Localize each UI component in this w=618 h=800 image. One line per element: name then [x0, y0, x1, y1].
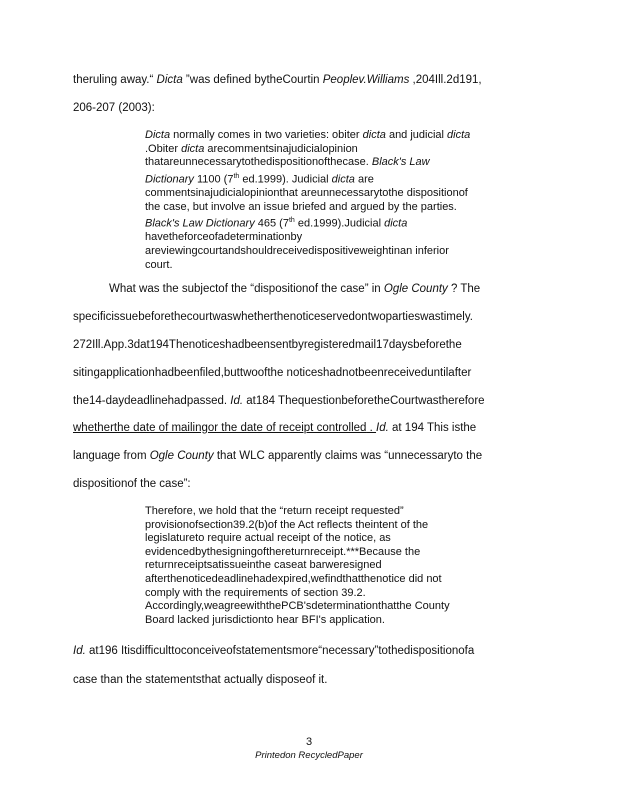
quote-segment: th — [288, 217, 295, 225]
quote-segment: havetheforceofadeterminationby areviewingcourtandshouldreceivedispositiveweightinan inferior court. — [145, 231, 449, 271]
text-line-7: the14-daydeadlinehadpassed. Id. at184 ThequestionbeforetheCourtwastherefore — [73, 395, 485, 407]
quote-segment: dicta — [447, 129, 471, 141]
text-line-2: 206-207 (2003): — [73, 102, 155, 114]
text-line-9: language from Ogle County that WLC apparently claims was “unnecessaryto the — [73, 450, 483, 462]
text-line-4: specificissuebeforethecourtwaswhetherthenoticeservedontwopartieswastimely. — [73, 311, 473, 323]
quote-segment: Black's Law Dictionary — [145, 217, 255, 230]
block-quote-holding: Therefore, we hold that the “return receipt requested” provisionofsection39.2(b)of the Act reflects theintent of the legislatureto require actual receipt of the notice, as evidencedbythesigningofthereturnreceipt.***Because the returnreceiptsatissueinthe caseat barweresigned afterthenoticedeadlinehadexpired,wefindthatthenotice did not comply with the requirements of section 39.2. Accordingly,weagreewiththePCB'sdeterminationthatthe County Board lacked jurisdictionto hear BFI's application. — [145, 505, 450, 626]
quote-segment: dicta — [362, 129, 386, 141]
quote-segment: and judicial — [385, 129, 448, 141]
text-line-8: whetherthe date of mailingor the date of receipt controlled . Id. at 194 This isthe — [73, 422, 477, 434]
block-quote-dicta — [145, 129, 475, 272]
footer-note: Printedon RecycledPaper — [255, 750, 363, 761]
quote-segment: are commentsinajudicialopinionthat areunnecessarytothe dispositionof the case, but involve an issue briefed and argued by the parties. — [145, 173, 468, 213]
quote-segment: dicta — [181, 142, 205, 155]
quote-segment: dicta — [384, 217, 408, 230]
quote-segment: ed.1999). Judicial — [239, 173, 332, 186]
text-line-10: dispositionof the case”: — [73, 478, 191, 490]
quote-segment: 1100 (7 — [193, 173, 234, 186]
quote-segment: Dicta — [145, 129, 171, 141]
quote-segment: .Obiter — [145, 142, 182, 155]
text-line-5: 272Ill.App.3dat194Thenoticeshadbeensentbyregisteredmail17daysbeforethe — [73, 339, 462, 351]
quote-segment: ed.1999).Judicial — [294, 217, 385, 230]
text-line-1: theruling away.“ Dicta ”was defined bytheCourtin Peoplev.Williams ,204Ill.2d191, — [73, 74, 482, 86]
text-line-3: What was the subjectof the “dispositionof the case” in Ogle County ? The — [109, 283, 481, 295]
text-line-6: sitingapplicationhadbeenfiled,buttwoofthe noticeshadnotbeenreceiveduntilafter — [73, 367, 472, 379]
text-line-11: Id. at196 Itisdifficulttoconceiveofstatementsmore“necessary”tothedispositionofa — [73, 645, 475, 657]
quote-segment: 465 (7 — [254, 217, 289, 230]
quote-segment: Black's Law Dictionary — [145, 156, 430, 186]
quote-segment: normally comes in two varieties: obiter — [170, 129, 363, 141]
text-line-12: case than the statementsthat actually disposeof it. — [73, 674, 328, 686]
quote-segment: arecommentsinajudicialopinion thatareunnecessarytothedispositionofthecase. — [145, 142, 372, 169]
quote-segment: th — [233, 172, 240, 180]
quote-segment: dicta — [331, 173, 355, 186]
page-number: 3 — [305, 736, 313, 748]
